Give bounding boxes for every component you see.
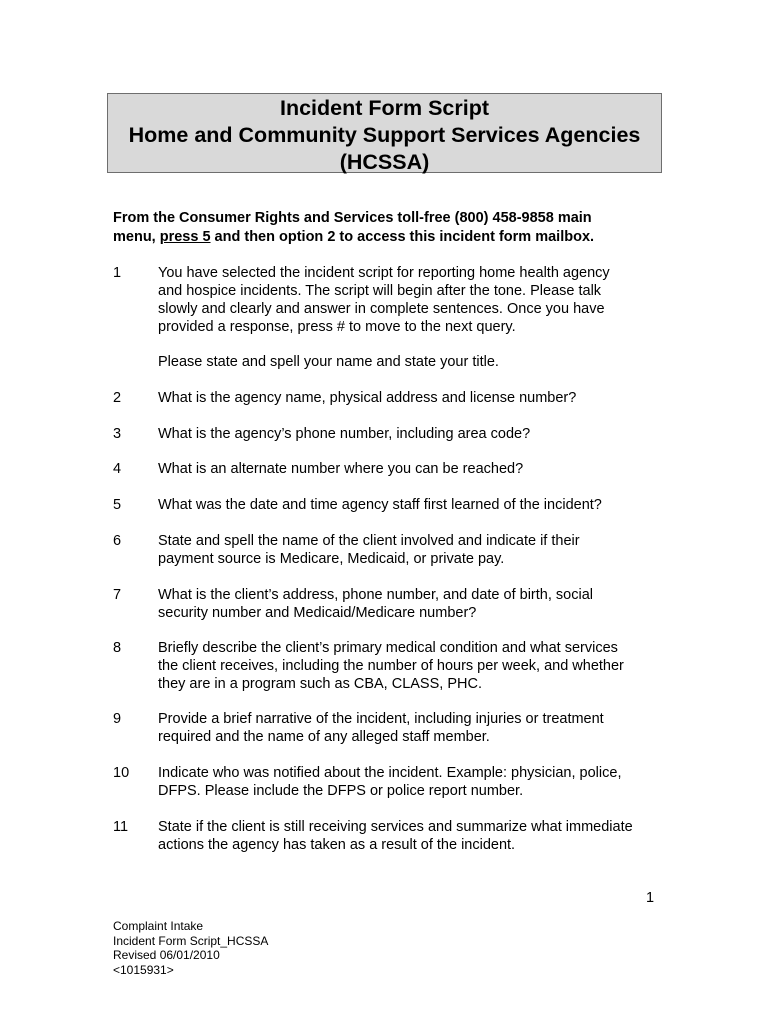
intro-line-2 (113, 228, 673, 247)
item-line: What was the date and time agency staff first learned of the incident? (158, 497, 602, 513)
item-number: 9 (113, 711, 122, 727)
intro-text-after: and then option 2 to access this incident form mailbox. (210, 229, 595, 245)
intro-text-before: menu, (113, 229, 160, 245)
item-line: What is an alternate number where you can be reached? (158, 461, 524, 477)
footer-line-2: Incident Form Script_HCSSA (113, 933, 269, 948)
item-text (158, 264, 668, 336)
item-line: Briefly describe the client’s primary medical condition and what services (158, 640, 618, 656)
item-text (158, 496, 668, 514)
item-text (158, 639, 668, 693)
item-line: they are in a program such as CBA, CLASS, PHC. (158, 676, 482, 692)
item-text (158, 425, 668, 443)
item-text (158, 460, 668, 478)
intro-press-5: press 5 (159, 229, 211, 245)
item-line: State and spell the name of the client involved and indicate if their (158, 533, 580, 549)
item-number: 7 (113, 587, 122, 603)
item-line: actions the agency has taken as a result of the incident. (158, 837, 516, 853)
footer-line-4: <1015931> (113, 962, 174, 977)
item-number: 8 (113, 640, 122, 656)
item-extra-text: Please state and spell your name and state your title. (158, 354, 499, 370)
item-text (158, 710, 668, 746)
item-number: 3 (113, 426, 122, 442)
item-number: 4 (113, 461, 122, 477)
item-line: required and the name of any alleged staff member. (158, 729, 490, 745)
item-line: What is the agency’s phone number, including area code? (158, 426, 531, 442)
item-line: What is the client’s address, phone number, and date of birth, social (158, 587, 593, 603)
intro-line-1: From the Consumer Rights and Services toll-free (800) 458-9858 main (113, 210, 592, 226)
title-line-1: Incident Form Script (279, 96, 490, 120)
item-number: 2 (113, 390, 122, 406)
item-line: State if the client is still receiving services and summarize what immediate (158, 819, 633, 835)
item-number: 6 (113, 533, 122, 549)
item-line: What is the agency name, physical address and license number? (158, 390, 577, 406)
item-number: 1 (113, 265, 122, 281)
item-line: and hospice incidents. The script will begin after the tone. Please talk (158, 283, 602, 299)
item-line: slowly and clearly and answer in complete sentences. Once you have (158, 301, 605, 317)
item-text (158, 764, 668, 800)
title-line-2: Home and Community Support Services Agencies (128, 123, 641, 147)
item-line: payment source is Medicare, Medicaid, or private pay. (158, 551, 505, 567)
item-number: 11 (113, 819, 129, 835)
page-number: 1 (646, 890, 655, 906)
item-line: provided a response, press # to move to the next query. (158, 319, 516, 335)
item-text (158, 532, 668, 568)
item-line: DFPS. Please include the DFPS or police report number. (158, 783, 524, 799)
title-line-3: (HCSSA) (339, 150, 430, 174)
footer (113, 919, 268, 977)
item-line: You have selected the incident script for reporting home health agency (158, 265, 610, 281)
item-line: security number and Medicaid/Medicare number? (158, 605, 477, 621)
item-number: 10 (113, 765, 130, 781)
item-text (158, 818, 668, 854)
item-line: the client receives, including the number of hours per week, and whether (158, 658, 624, 674)
item-text (158, 586, 668, 622)
item-text (158, 389, 668, 407)
item-line: Indicate who was notified about the incident. Example: physician, police, (158, 765, 622, 781)
item-number: 5 (113, 497, 122, 513)
intro-paragraph (113, 209, 673, 247)
footer-line-3: Revised 06/01/2010 (113, 948, 220, 962)
title-box (107, 93, 662, 173)
footer-line-1: Complaint Intake (113, 919, 204, 933)
item-line: Provide a brief narrative of the incident, including injuries or treatment (158, 711, 604, 727)
